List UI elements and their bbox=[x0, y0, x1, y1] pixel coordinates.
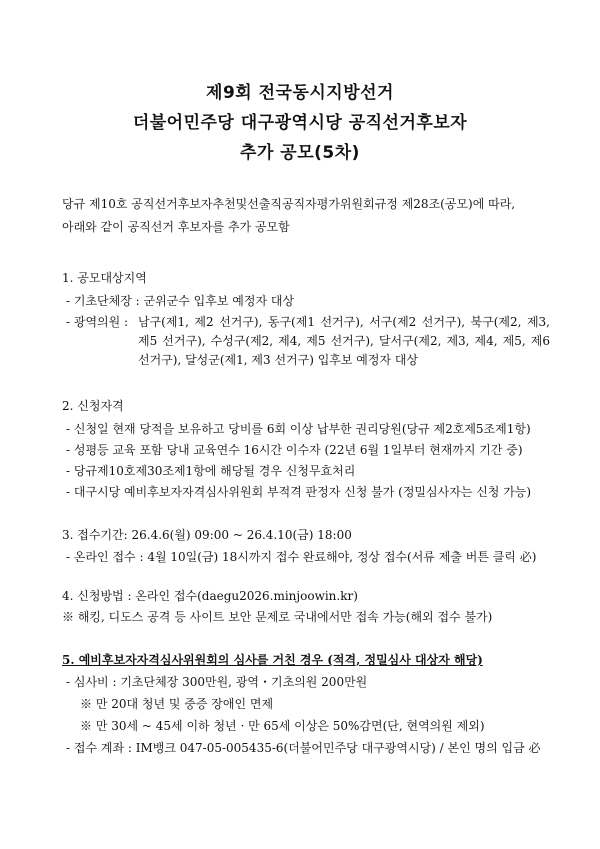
section5-item-fee: - 심사비 : 기초단체장 300만원, 광역・기초의원 200만원 bbox=[66, 675, 368, 689]
title-line-3: 추가 공모(5차) bbox=[240, 143, 360, 163]
title-line-2: 더불어민주당 대구광역시당 공직선거후보자 bbox=[132, 113, 468, 133]
section1-item-provincial-label: - 광역의원 : bbox=[66, 315, 129, 329]
section5-item-account: - 접수 계좌 : IM뱅크 047-05-005435-6(더불어민주당 대구광역시당) / 본인 명의 입금 必 bbox=[66, 741, 541, 755]
section3-heading: 3. 접수기간: 26.4.6(월) 09:00 ~ 26.4.10(금) 18:00 bbox=[62, 528, 352, 542]
section1-item-provincial bbox=[66, 313, 550, 370]
section2-item-3: - 당규제10호제30조제1항에 해당될 경우 신청무효처리 bbox=[66, 464, 356, 478]
section3-item-1: - 온라인 접수 : 4월 10일(금) 18시까지 접수 완료해야, 정상 접수(서류 제출 버튼 클릭 必) bbox=[66, 550, 537, 564]
section2-heading: 2. 신청자격 bbox=[62, 399, 124, 413]
intro-line-1: 당규 제10호 공직선거후보자추천및선출직공직자평가위원회규정 제28조(공모)에 따라, bbox=[62, 197, 516, 211]
section5-note-1: ※ 만 20대 청년 및 중증 장애인 면제 bbox=[80, 697, 274, 711]
section4-note: ※ 해킹, 디도스 공격 등 사이트 보안 문제로 국내에서만 접속 가능(해외 접수 불가) bbox=[62, 610, 493, 624]
section2-item-4: - 대구시당 예비후보자자격심사위원회 부적격 판정자 신청 불가 (정밀심사자는 신청 가능) bbox=[66, 485, 532, 499]
intro-line-2: 아래와 같이 공직선거 후보자를 추가 공모함 bbox=[62, 220, 290, 234]
section1-item-provincial-body: 남구(제1, 제2 선거구), 동구(제1 선거구), 서구(제2 선거구), 북구(제2, 제3, 제5 선거구), 수성구(제2, 제4, 제5 선거구), 달서구(제2, 제3, 제4, 제5, 제6 선거구), 달성군(제1, 제3 선거구) 입후보 예정자 대상 bbox=[138, 315, 550, 367]
title-line-1: 제9회 전국동시지방선거 bbox=[206, 83, 394, 103]
section2-item-2: - 성평등 교육 포함 당내 교육연수 16시간 이수자 (22년 6월 1일부터 현재까지 기간 중) bbox=[66, 443, 523, 457]
section5-heading: 5. 예비후보자자격심사위원회의 심사를 거친 경우 (적격, 정밀심사 대상자 해당) bbox=[62, 653, 483, 667]
section1-item-basic-head: - 기초단체장 : 군위군수 입후보 예정자 대상 bbox=[66, 294, 295, 308]
section4-heading: 4. 신청방법 : 온라인 접수(daegu2026.minjoowin.kr) bbox=[62, 589, 358, 603]
section2-item-1: - 신청일 현재 당적을 보유하고 당비를 6회 이상 납부한 권리당원(당규 제2호제5조제1항) bbox=[66, 422, 531, 436]
section1-heading: 1. 공모대상지역 bbox=[62, 271, 147, 285]
section5-note-2: ※ 만 30세 ~ 45세 이하 청년 · 만 65세 이상은 50%감면(단, 현역의원 제외) bbox=[80, 719, 485, 733]
